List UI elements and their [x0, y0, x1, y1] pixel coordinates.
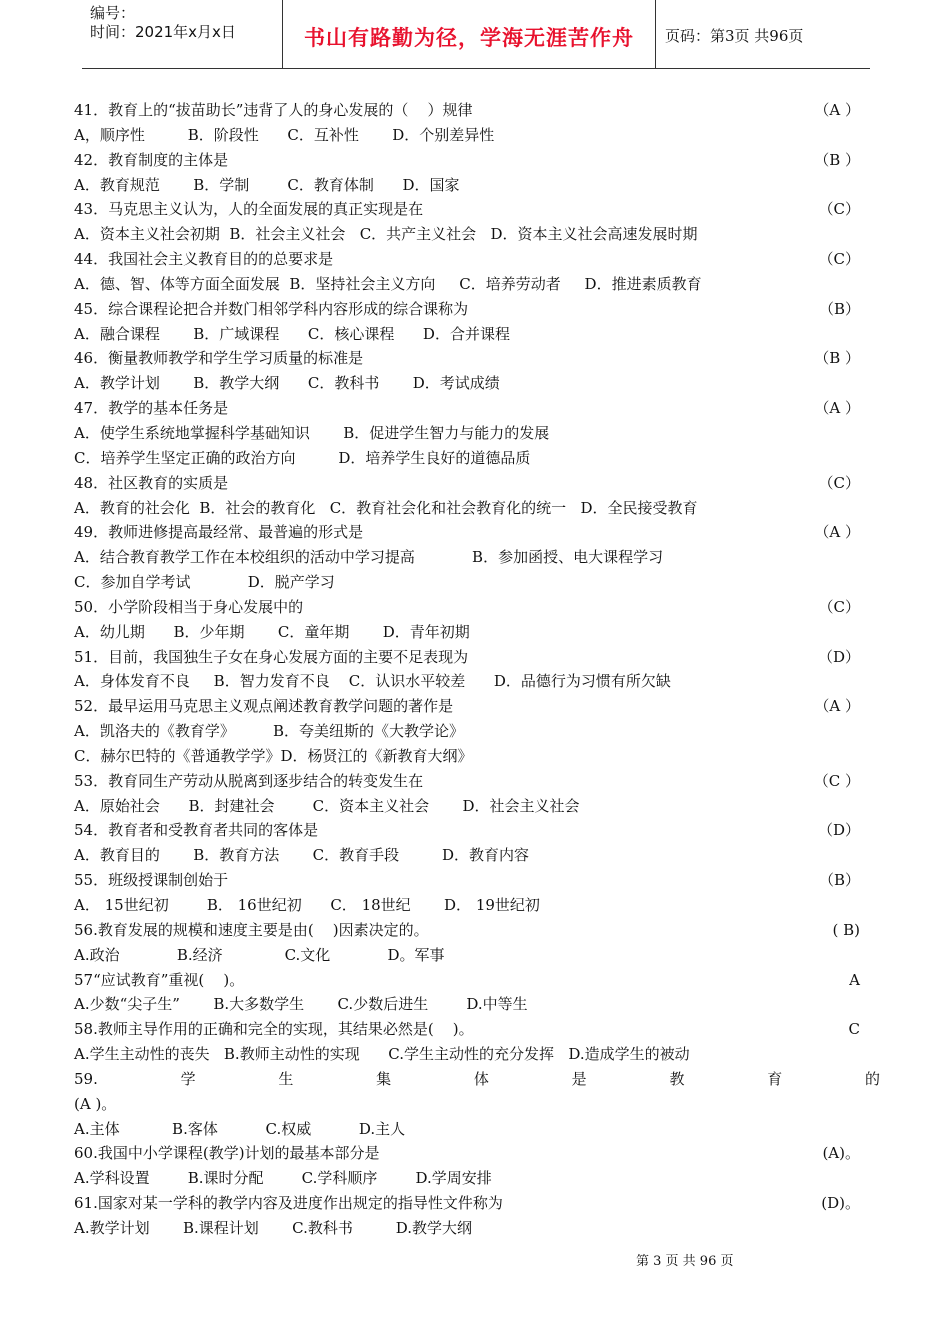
question-word: 是	[571, 1069, 587, 1088]
options-line: A．身体发育不良 B．智力发育不良 C．认识水平较差 D．品德行为习惯有所欠缺	[74, 672, 671, 691]
question-text: 54．教育者和受教育者共同的客体是	[74, 821, 319, 840]
options-line: A．融合课程 B．广域课程 C．核心课程 D．合并课程	[74, 324, 510, 343]
question-text: 57“应试教育”重视( )。	[74, 970, 245, 989]
question-text: 42．教育制度的主体是	[74, 150, 229, 169]
options-line: (A )。	[74, 1094, 117, 1113]
question-word: 学	[180, 1069, 196, 1088]
question-text: 44．我国社会主义教育目的的总要求是	[74, 250, 334, 269]
options-line: A．幼儿期 B．少年期 C．童年期 D．青年初期	[74, 622, 470, 641]
header-page-cell	[656, 0, 870, 68]
answer-mark: （A ）	[814, 399, 860, 418]
question-text: 47．教学的基本任务是	[74, 399, 229, 418]
question-text: 60.我国中小学课程(教学)计划的最基本部分是	[74, 1144, 380, 1163]
answer-mark: A	[849, 970, 860, 989]
answer-mark: (D)。	[821, 1194, 860, 1213]
options-line: A.教学计划 B.课程计划 C.教科书 D.教学大纲	[74, 1218, 473, 1237]
options-line: A．教学计划 B．教学大纲 C．教科书 D．考试成绩	[74, 374, 500, 393]
answer-mark: （A ）	[814, 101, 860, 119]
question-text: 45．综合课程论把合并数门相邻学科内容形成的综合课称为	[74, 299, 469, 318]
answer-mark: （B ）	[814, 150, 860, 169]
question-text: 55．班级授课制创始于	[74, 871, 229, 890]
question-word: 育	[767, 1069, 783, 1088]
question-line	[74, 918, 880, 943]
question-line	[74, 297, 880, 322]
options-line: A．资本主义社会初期 B．社会主义社会 C．共产主义社会 D．资本主义社会高速发展时期	[74, 225, 698, 244]
options-line: A，顺序性 B．阶段性 C．互补性 D．个别差异性	[74, 125, 495, 144]
answer-mark: （D）	[817, 647, 860, 666]
question-line	[74, 346, 880, 371]
answer-mark: （B ）	[814, 349, 860, 368]
answer-mark: （B）	[818, 299, 860, 318]
question-line	[74, 471, 880, 496]
options-line: C．赫尔巴特的《普通教学学》D．杨贤江的《新教育大纲》	[74, 746, 473, 765]
question-line	[74, 148, 880, 173]
question-line	[74, 595, 880, 620]
page-label: 页码：第3页 共96页	[665, 27, 804, 45]
answer-mark: （A ）	[814, 523, 860, 542]
options-line: A．教育规范 B．学制 C．教育体制 D．国家	[74, 175, 460, 194]
question-line	[74, 98, 880, 123]
question-word: 体	[473, 1069, 489, 1088]
answer-mark: （C）	[818, 200, 860, 219]
page-footer: 第 3 页 共 96 页	[636, 1254, 734, 1269]
options-line: A.主体 B.客体 C.权威 D.主人	[74, 1119, 406, 1138]
question-line	[74, 396, 880, 421]
question-text: 41．教育上的“拔苗助长”违背了人的身心发展的（ ）规律	[74, 101, 473, 119]
question-text: 56.教育发展的规模和速度主要是由( )因素决定的。	[74, 920, 429, 939]
question-text: 50．小学阶段相当于身心发展中的	[74, 597, 304, 616]
options-line: A．教育目的 B．教育方法 C．教育手段 D．教育内容	[74, 846, 530, 865]
options-line: A.学生主动性的丧失 B.教师主动性的实现 C.学生主动性的充分发挥 D.造成学生的被动	[74, 1045, 690, 1064]
header-motto-cell	[283, 0, 656, 68]
options-line: A．德、智、体等方面全面发展 B．坚持社会主义方向 C．培养劳动者 D．推进素质教育	[74, 274, 702, 293]
question-line	[74, 694, 880, 719]
answer-mark: （A ）	[814, 697, 860, 716]
answer-mark: （C ）	[813, 771, 860, 790]
number-label: 编号：	[90, 4, 136, 22]
page-header	[82, 0, 870, 69]
header-left-cell	[82, 0, 283, 68]
answer-mark: （C）	[818, 473, 860, 492]
question-line	[74, 1067, 880, 1092]
question-text: 43．马克思主义认为，人的全面发展的真正实现是在	[74, 200, 424, 219]
question-text: 51．目前，我国独生子女在身心发展方面的主要不足表现为	[74, 647, 469, 666]
question-text: 49．教师进修提高最经常、最普遍的形式是	[74, 523, 364, 542]
options-line: A.少数“尖子生” B.大多数学生 C.少数后进生 D.中等生	[74, 995, 528, 1014]
options-line: A．凯洛夫的《教育学》 B．夸美纽斯的《大教学论》	[74, 722, 465, 741]
question-line	[74, 520, 880, 545]
question-text: 61.国家对某一学科的教学内容及进度作出规定的指导性文件称为	[74, 1194, 503, 1213]
question-text: 58.教师主导作用的正确和完全的实现，其结果必然是( )。	[74, 1020, 474, 1039]
question-line	[74, 197, 880, 222]
options-line: A.学科设置 B.课时分配 C.学科顺序 D.学周安排	[74, 1169, 492, 1188]
question-text: 52．最早运用马克思主义观点阐述教育教学问题的著作是	[74, 697, 454, 716]
options-line: C．参加自学考试 D．脱产学习	[74, 573, 335, 592]
question-text: 53．教育同生产劳动从脱离到逐步结合的转变发生在	[74, 771, 424, 790]
question-text: 48．社区教育的实质是	[74, 473, 229, 492]
answer-mark: （C）	[818, 597, 860, 616]
options-line: A．结合教育教学工作在本校组织的活动中学习提高 B．参加函授、电大课程学习	[74, 548, 664, 567]
question-word: 59.	[74, 1069, 98, 1088]
answer-mark: ( B)	[832, 920, 860, 939]
answer-mark: （C）	[818, 250, 860, 269]
question-word: 的	[864, 1069, 880, 1088]
question-line	[74, 769, 880, 794]
question-line	[74, 1191, 880, 1216]
options-line: A． 15世纪初 B． 16世纪初 C． 18世纪 D． 19世纪初	[74, 896, 540, 914]
question-word: 生	[278, 1069, 294, 1088]
options-line: A．教育的社会化 B．社会的教育化 C．教育社会化和社会教育化的统一 D．全民接受教育	[74, 498, 698, 517]
question-text: 46．衡量教师教学和学生学习质量的标准是	[74, 349, 364, 368]
question-line	[74, 818, 880, 843]
answer-mark: (A)。	[822, 1144, 860, 1163]
question-line	[74, 645, 880, 670]
answer-mark: （B）	[818, 871, 860, 890]
question-line	[74, 1141, 880, 1166]
options-line: A．原始社会 B．封建社会 C．资本主义社会 D．社会主义社会	[74, 796, 580, 815]
question-word: 教	[669, 1069, 685, 1088]
motto-text: 书山有路勤为径，学海无涯苦作舟	[304, 26, 634, 50]
time-label: 时间：2021年x月x日	[90, 23, 236, 41]
options-line: C．培养学生坚定正确的政治方向 D．培养学生良好的道德品质	[74, 448, 531, 467]
question-line	[74, 968, 880, 993]
options-line: A.政治 B.经济 C.文化 D。军事	[74, 945, 445, 964]
question-list	[74, 98, 880, 1241]
question-line	[74, 247, 880, 272]
answer-mark: （D）	[817, 821, 860, 840]
question-line	[74, 868, 880, 893]
answer-mark: C	[848, 1020, 860, 1039]
question-word: 集	[376, 1069, 392, 1088]
question-line	[74, 1017, 880, 1042]
options-line: A．使学生系统地掌握科学基础知识 B．促进学生智力与能力的发展	[74, 423, 550, 442]
